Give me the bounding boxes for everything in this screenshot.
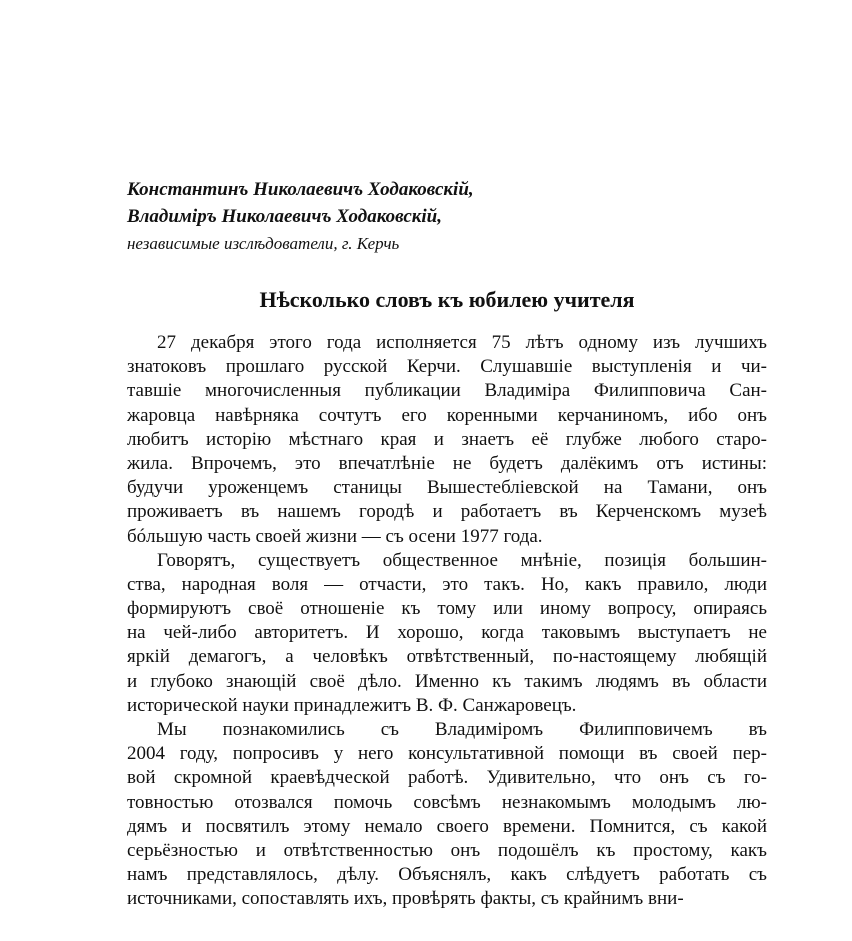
article-title: Нѣсколько словъ къ юбилею учителя — [259, 287, 635, 312]
paragraph — [127, 718, 767, 912]
text-line: и глубоко знающій своё дѣло. Именно къ такимъ людямъ въ области — [127, 670, 767, 692]
text-line: Мы познакомились съ Владиміромъ Филипповичемъ въ — [157, 719, 767, 740]
text-line: на чей-либо авторитетъ. И хорошо, когда таковымъ выступаетъ не — [127, 622, 767, 644]
author-name: Константинъ Николаевичъ Ходаковскій, — [127, 179, 474, 200]
text-line: формируютъ своё отношеніе къ тому или иному вопросу, опираясь — [127, 598, 767, 620]
text-line: бóльшую часть своей жизни — съ осени 1977 года. — [127, 525, 543, 547]
article-body — [127, 331, 767, 912]
text-line: намъ представлялось, дѣлу. Объяснялъ, какъ слѣдуетъ работать съ — [127, 864, 767, 886]
text-line: исторической науки принадлежитъ В. Ф. Санжаровецъ. — [127, 694, 577, 716]
text-line: знатоковъ прошлаго русской Керчи. Слушавшіе выступленія и чи- — [127, 356, 767, 378]
paragraph — [127, 549, 767, 718]
text-line: 2004 году, попросивъ у него консультативной помощи въ своей пер- — [127, 743, 767, 765]
text-line: 27 декабря этого года исполняется 75 лѣтъ одному изъ лучшихъ — [157, 332, 767, 353]
text-line: жаровца навѣрняка сочтутъ его коренными керчаниномъ, ибо онъ — [127, 404, 767, 426]
author-block — [127, 176, 777, 257]
author-name: Владиміръ Николаевичъ Ходаковскій, — [127, 206, 442, 227]
text-line: серьёзностью и отвѣтственностью онъ подошёлъ къ простому, какъ — [127, 839, 767, 861]
text-line: проживаетъ въ нашемъ городѣ и работаетъ въ Керченскомъ музеѣ — [127, 501, 767, 523]
text-line: товностью отозвался помочь совсѣмъ незнакомымъ молодымъ лю- — [127, 791, 767, 813]
text-line: Говорятъ, существуетъ общественное мнѣніе, позиція большин- — [157, 549, 767, 571]
text-line: будучи уроженцемъ станицы Вышестебліевской на Тамани, онъ — [127, 477, 767, 499]
text-line: ства, народная воля — отчасти, это такъ. Но, какъ правило, люди — [127, 573, 767, 595]
text-line: вой скромной краевѣдческой работѣ. Удивительно, что онъ съ го- — [127, 767, 767, 789]
text-line: яркій демагогъ, а человѣкъ отвѣтственный, по-настоящему любящій — [127, 646, 767, 668]
text-line: дямъ и посвятилъ этому немало своего времени. Помнится, съ какой — [127, 815, 767, 837]
paragraph — [127, 331, 767, 549]
text-line: любитъ исторію мѣстнаго края и знаетъ её глубже любого старо- — [127, 428, 767, 450]
text-line: источниками, сопоставлять ихъ, провѣрять факты, съ крайнимъ вни- — [127, 888, 684, 910]
text-line: тавшіе многочисленныя публикации Владиміра Филипповича Сан- — [127, 380, 767, 402]
text-line: жила. Впрочемъ, это впечатлѣніе не будетъ далёкимъ отъ истины: — [127, 452, 767, 474]
author-affiliation: независимые изслѣдователи, г. Керчь — [127, 234, 400, 253]
